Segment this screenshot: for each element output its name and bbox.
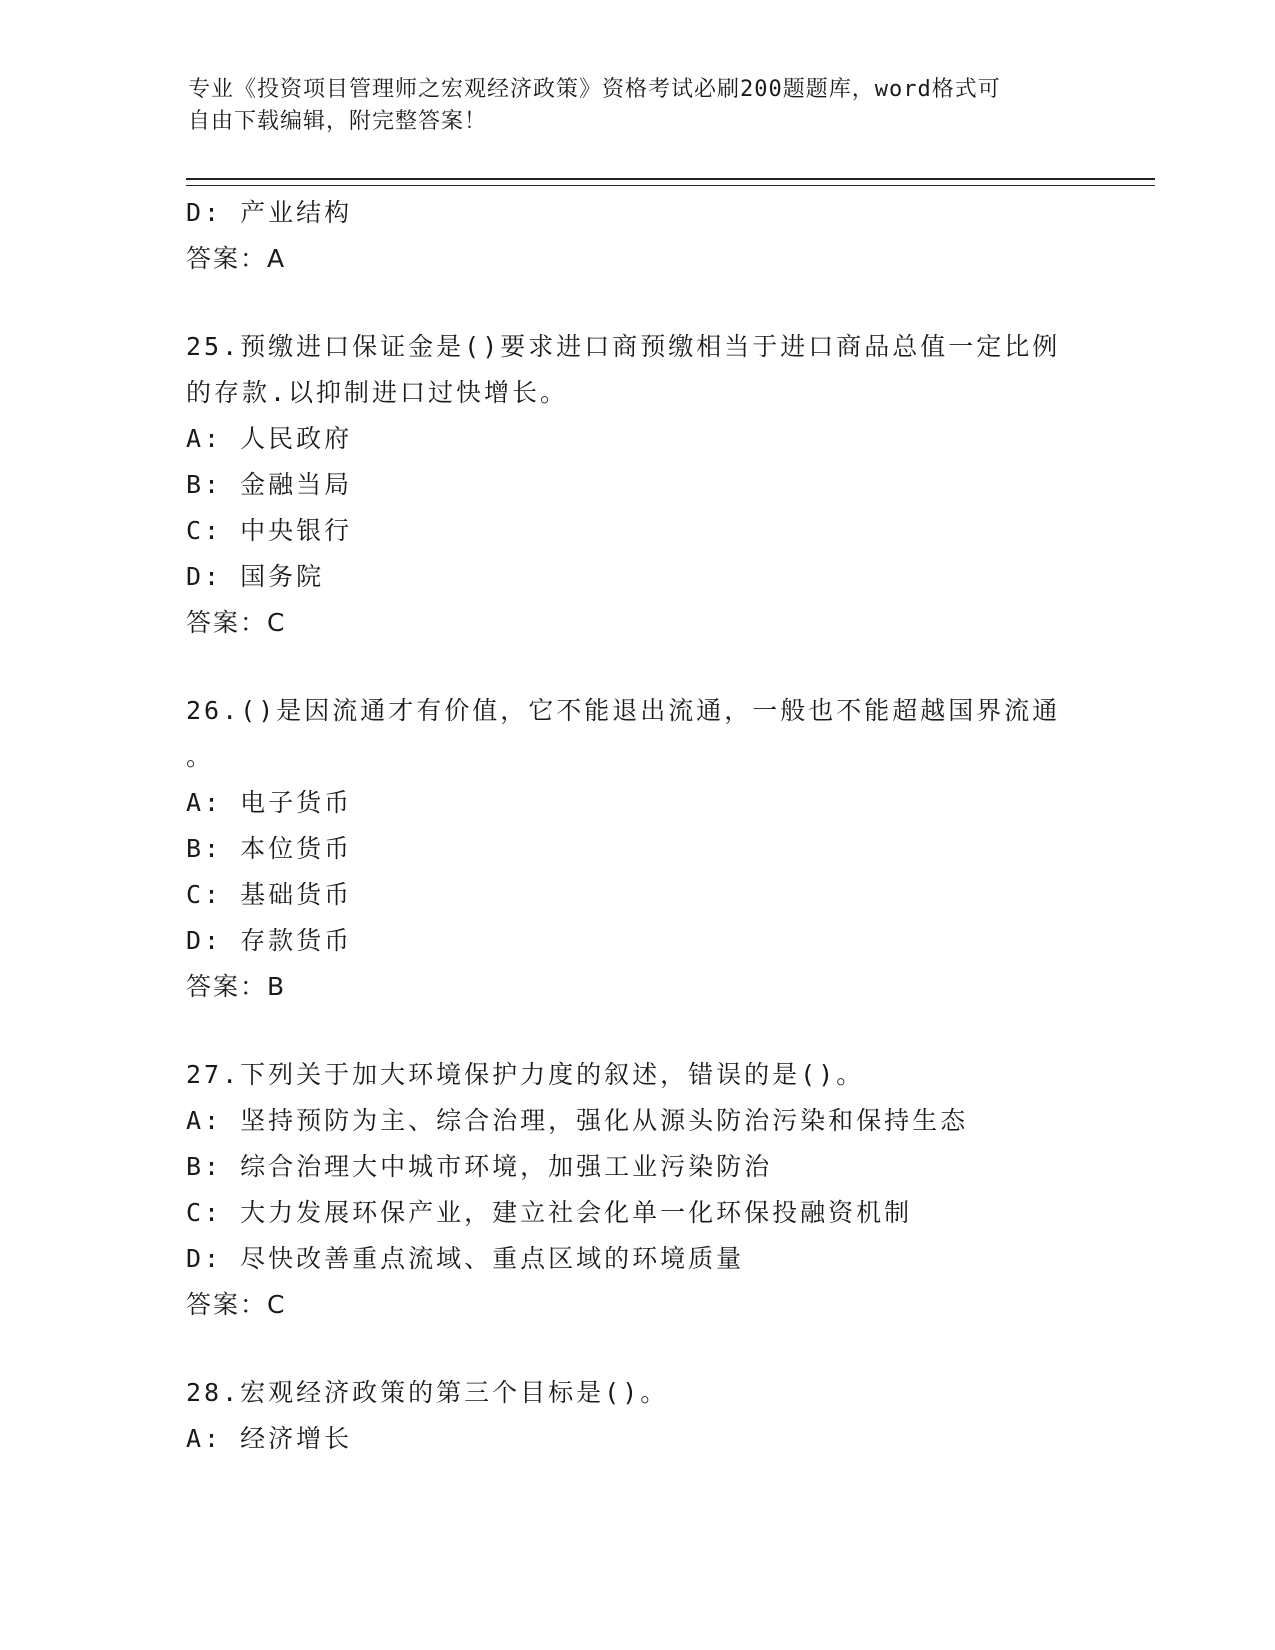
question-26 <box>186 688 1086 1010</box>
option-b: B: 综合治理大中城市环境，加强工业污染防治 <box>186 1152 773 1181</box>
option-a: A: 经济增长 <box>186 1424 353 1453</box>
header-line-2: 自由下载编辑，附完整答案！ <box>188 109 488 134</box>
option-a: A: 坚持预防为主、综合治理，强化从源头防治污染和保持生态 <box>186 1106 969 1135</box>
option-c: C: 大力发展环保产业，建立社会化单一化环保投融资机制 <box>186 1198 913 1227</box>
question-28 <box>186 1370 1086 1462</box>
question-stem: 27.下列关于加大环境保护力度的叙述，错误的是()。 <box>186 1060 865 1089</box>
answer: 答案：B <box>186 972 287 1001</box>
option-d: D: 存款货币 <box>186 926 353 955</box>
answer: 答案：C <box>186 608 287 637</box>
header-line-1: 专业《投资项目管理师之宏观经济政策》资格考试必刷200题题库，word格式可 <box>188 77 1001 102</box>
option-d-prev: D: 产业结构 <box>186 198 353 227</box>
option-b: B: 本位货币 <box>186 834 353 863</box>
option-c: C: 基础货币 <box>186 880 353 909</box>
question-stem-cont: 。 <box>186 742 215 771</box>
header-divider <box>186 178 1155 186</box>
answer-prev: 答案：A <box>186 244 287 273</box>
question-stem-cont: 的存款.以抑制进口过快增长。 <box>186 378 569 407</box>
answer: 答案：C <box>186 1290 287 1319</box>
question-stem: 26.()是因流通才有价值，它不能退出流通，一般也不能超越国界流通 <box>186 696 1061 725</box>
question-27 <box>186 1052 1086 1328</box>
option-d: D: 尽快改善重点流域、重点区域的环境质量 <box>186 1244 745 1273</box>
option-a: A: 人民政府 <box>186 424 353 453</box>
question-stem: 28.宏观经济政策的第三个目标是()。 <box>186 1378 669 1407</box>
option-c: C: 中央银行 <box>186 516 353 545</box>
option-a: A: 电子货币 <box>186 788 353 817</box>
page-header <box>188 74 1068 138</box>
document-body <box>186 190 1086 1462</box>
question-stem: 25.预缴进口保证金是()要求进口商预缴相当于进口商品总值一定比例 <box>186 332 1061 361</box>
option-d: D: 国务院 <box>186 562 325 591</box>
question-25 <box>186 324 1086 646</box>
option-b: B: 金融当局 <box>186 470 353 499</box>
